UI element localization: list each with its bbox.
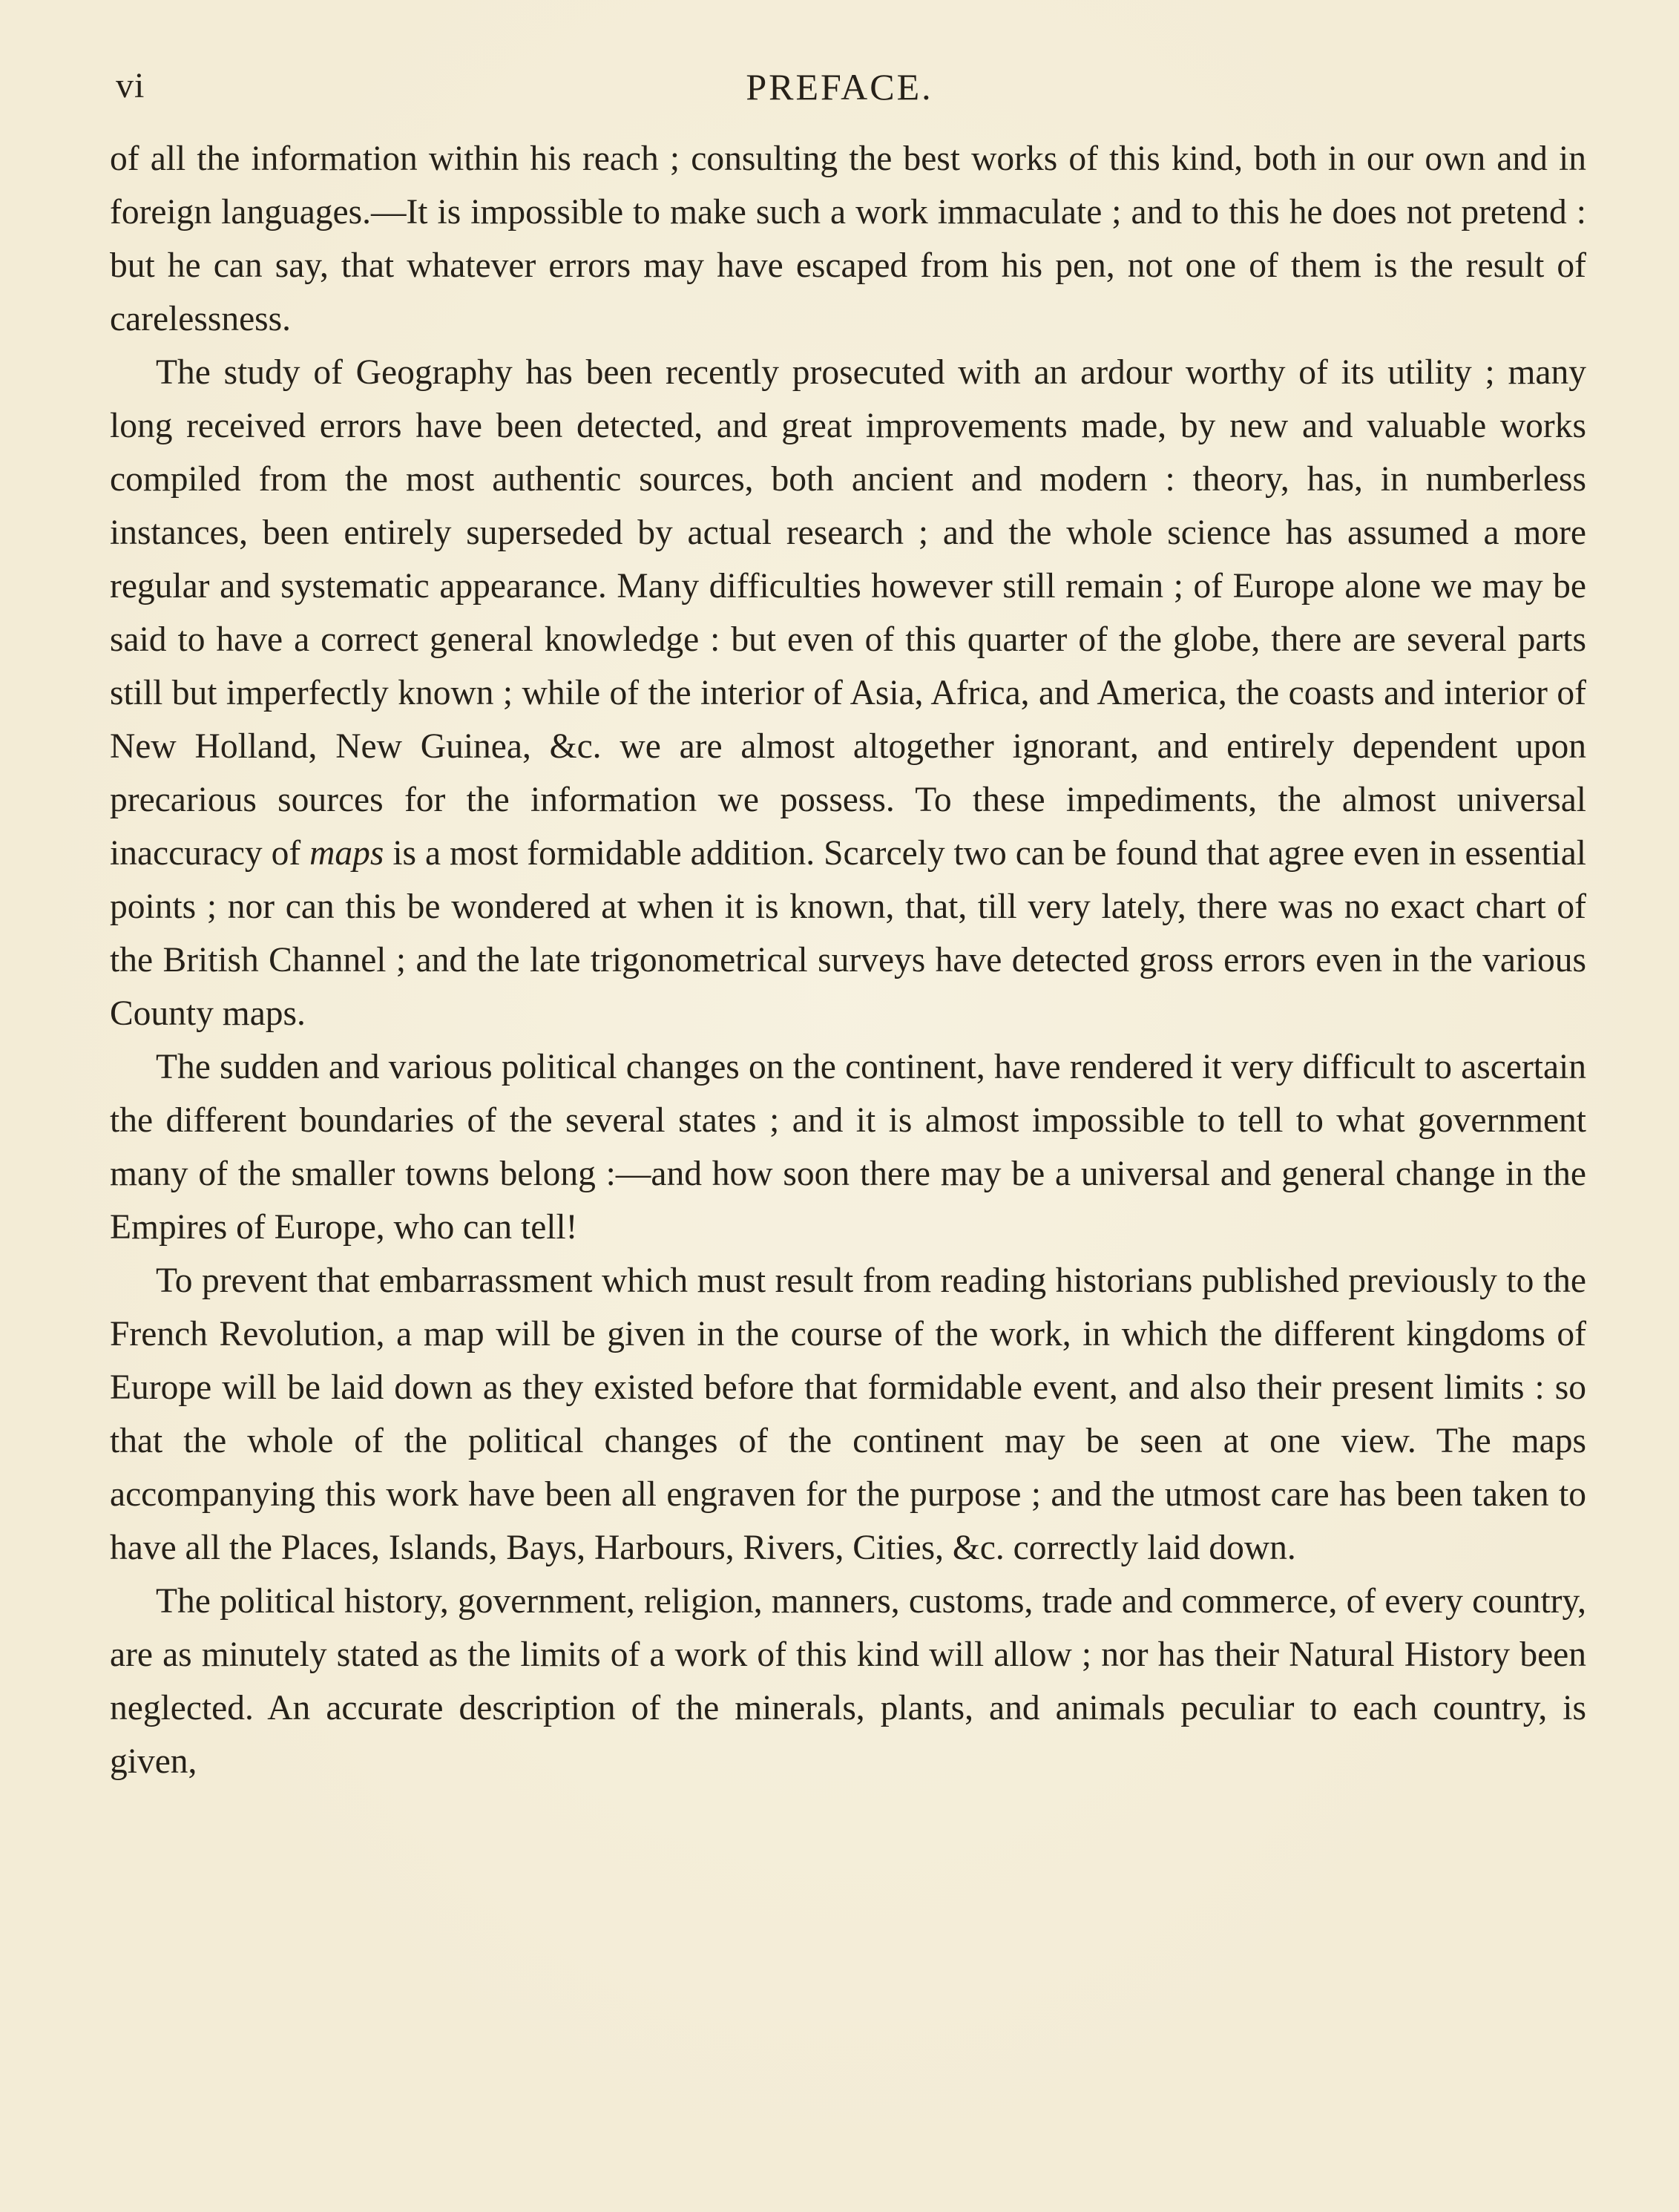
paragraph-4: To prevent that embarrassment which must result from reading historians published previously to the French Revolution, a map will be given in the course of the work, in which the different kingdoms of Europe will be laid down as they existed before that formidable event, and also their present limits : so that the whole of the political changes of the continent may be seen at one view. The maps accompanying this work have been all engraven for the purpose ; and the utmost care has been taken to have all the Places, Islands, Bays, Harbours, Rivers, Cities, &c. correctly laid down. — [110, 1261, 1586, 1567]
paragraph-2-text-continued: is a most formidable addition. Scarcely two can be found that agree even in essential points ; nor can this be wondered at when it is known, that, till very lately, there was no exact chart of the British Channel ; and the late trigonometrical surveys have detected gross errors even in the various County maps. — [110, 834, 1587, 1033]
paragraph-1: of all the information within his reach ; consulting the best works of this kind, both in our own and in foreign languages.—It is impossible to make such a work immaculate ; and to this he does not pretend : but he can say, that whatever errors may have escaped from his pen, not one of them is the result of carelessness. — [110, 140, 1586, 338]
paragraph-2 — [110, 346, 1586, 1040]
paragraph-2-text: The study of Geography has been recently prosecuted with an ardour worthy of its utility ; many long received errors have been detected, and great improvements made, by new and valuable works compiled from the most authentic sources, both ancient and modern : theory, has, in numberless instances, been entirely superseded by actual research ; and the whole science has assumed a more regular and systematic appearance. Many difficulties however still remain ; of Europe alone we may be said to have a correct general knowledge : but even of this quarter of the globe, there are several parts still but imperfectly known ; while of the interior of Asia, Africa, and America, the coasts and interior of New Holland, New Guinea, &c. we are almost altogether ignorant, and entirely dependent upon precarious sources for the information we possess. To these impediments, the almost universal inaccuracy of — [110, 353, 1586, 873]
paragraph-5: The political history, government, religion, manners, customs, trade and commerce, of every country, are as minutely stated as the limits of a work of this kind will allow ; nor has their Natural History been neglected. An accurate description of the minerals, plants, and animals peculiar to each country, is given, — [110, 1582, 1586, 1781]
page-number: vi — [116, 66, 145, 105]
paragraph-3: The sudden and various political changes on the continent, have rendered it very difficult to ascertain the different boundaries of the several states ; and it is almost impossible to tell to what government many of the smaller towns belong :—and how soon there may be a universal and general change in the Empires of Europe, who can tell! — [110, 1048, 1586, 1247]
page-header — [0, 65, 1679, 117]
paragraph-2-italic-word: maps — [309, 834, 384, 873]
running-head: PREFACE. — [746, 66, 933, 108]
body-text — [110, 132, 1586, 1788]
